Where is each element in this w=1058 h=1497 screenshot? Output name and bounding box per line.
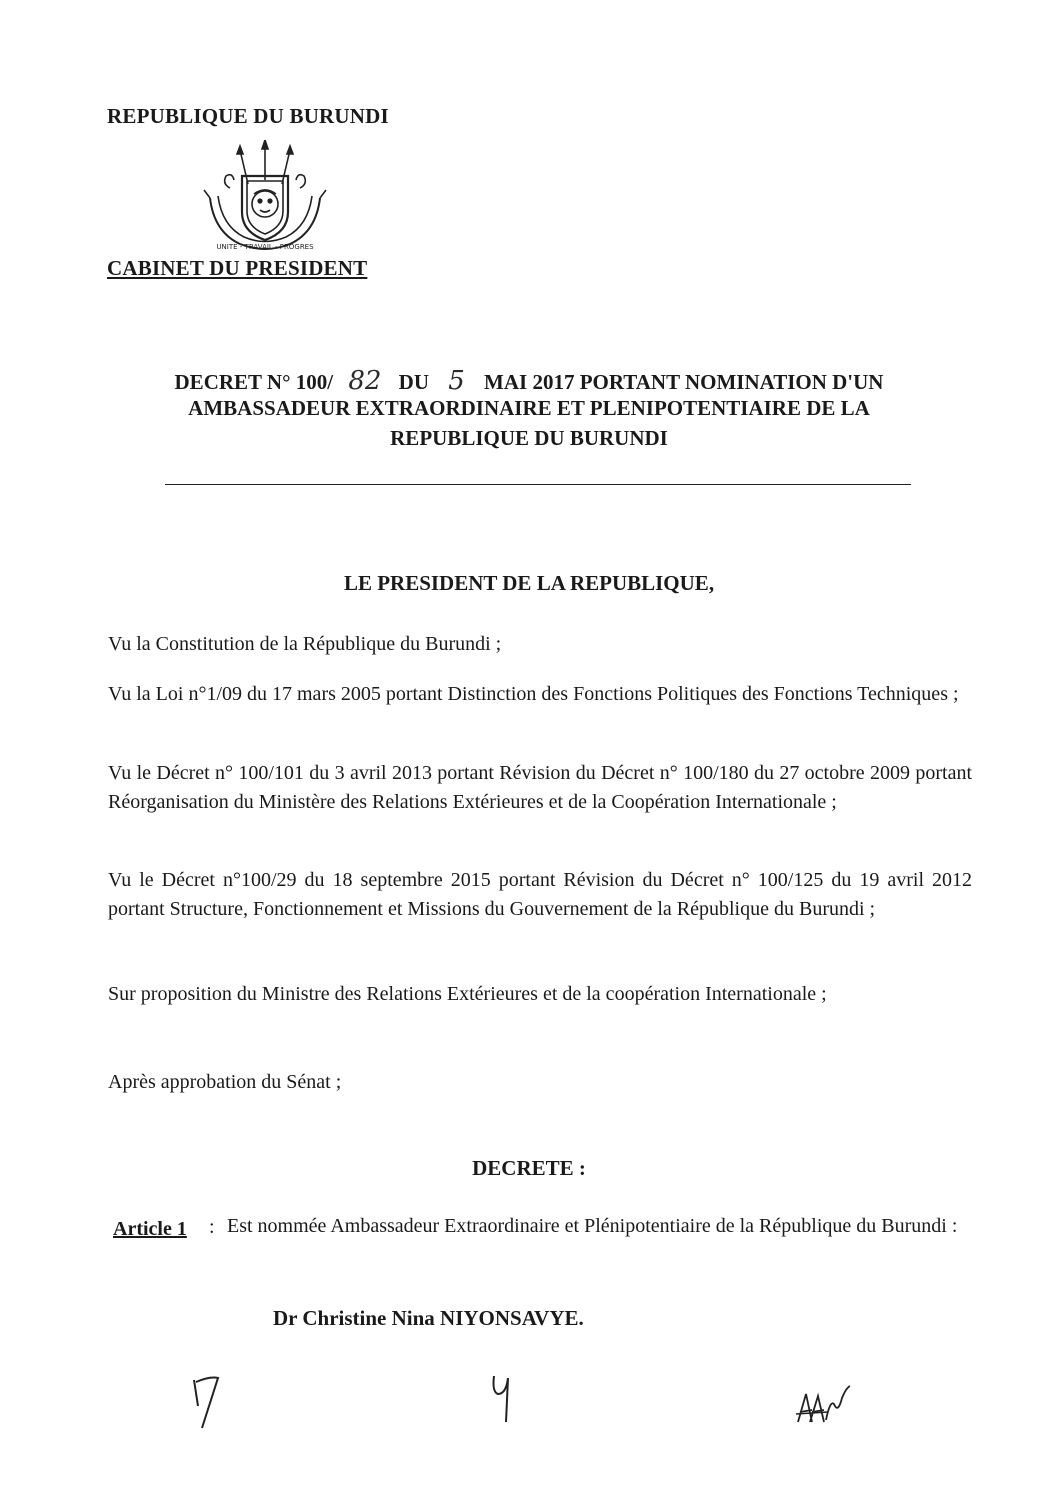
visa-decret-100-101: Vu le Décret n° 100/101 du 3 avril 2013 portant Révision du Décret n° 100/180 du 27 octobre 2009 portant Réorganisation du Ministère des Relations Extérieures et de la Coopération Internationale ; xyxy=(108,762,972,813)
decree-rest: MAI 2017 PORTANT NOMINATION D'UN xyxy=(484,370,884,394)
decree-title-line-2: AMBASSADEUR EXTRAORDINAIRE ET PLENIPOTENTIAIRE DE LA xyxy=(188,396,870,420)
initials-middle-icon xyxy=(488,1372,518,1426)
initials-left-icon xyxy=(188,1372,238,1432)
initials-right-handwritten xyxy=(794,1384,854,1428)
coat-of-arms-emblem xyxy=(200,140,330,258)
coat-of-arms-icon xyxy=(200,140,330,258)
cabinet-heading: CABINET DU PRESIDENT xyxy=(107,256,368,280)
title-divider xyxy=(165,484,911,485)
initials-left-handwritten xyxy=(188,1372,238,1432)
visa-proposition-ministre: Sur proposition du Ministre des Relations Extérieures et de la coopération Internationale ; xyxy=(108,983,827,1005)
decree-title-line-3: REPUBLIQUE DU BURUNDI xyxy=(390,426,668,450)
decree-day-handwritten: 5 xyxy=(448,366,465,396)
motto-text: UNITE - TRAVAIL - PROGRES xyxy=(216,243,314,251)
initials-middle-handwritten xyxy=(488,1372,518,1426)
decree-prefix: DECRET N° 100/ xyxy=(174,370,334,394)
decree-du: DU xyxy=(398,370,429,394)
visa-constitution: Vu la Constitution de la République du Burundi ; xyxy=(108,633,502,655)
decree-number-handwritten: 82 xyxy=(348,366,382,396)
nominee-name: Dr Christine Nina NIYONSAVYE. xyxy=(273,1306,584,1330)
decree-title-line-1 xyxy=(0,366,1058,396)
decrete-heading: DECRETE : xyxy=(472,1156,586,1180)
visa-loi-1-09: Vu la Loi n°1/09 du 17 mars 2005 portant Distinction des Fonctions Politiques des Fonctions Techniques ; xyxy=(108,683,959,705)
initials-right-icon xyxy=(794,1384,854,1428)
republic-heading: REPUBLIQUE DU BURUNDI xyxy=(107,104,389,128)
article-1-label: Article 1 xyxy=(113,1218,187,1240)
visa-decret-100-29: Vu le Décret n°100/29 du 18 septembre 2015 portant Révision du Décret n° 100/125 du 19 avril 2012 portant Structure, Fonctionnement et Missions du Gouvernement de la République du Burundi ; xyxy=(108,869,972,920)
article-1-separator: : xyxy=(209,1216,215,1238)
article-1-text: Est nommée Ambassadeur Extraordinaire et Plénipotentiaire de la République du Burundi : xyxy=(227,1215,958,1237)
authority-heading: LE PRESIDENT DE LA REPUBLIQUE, xyxy=(343,571,715,595)
visa-approbation-senat: Après approbation du Sénat ; xyxy=(108,1071,342,1093)
